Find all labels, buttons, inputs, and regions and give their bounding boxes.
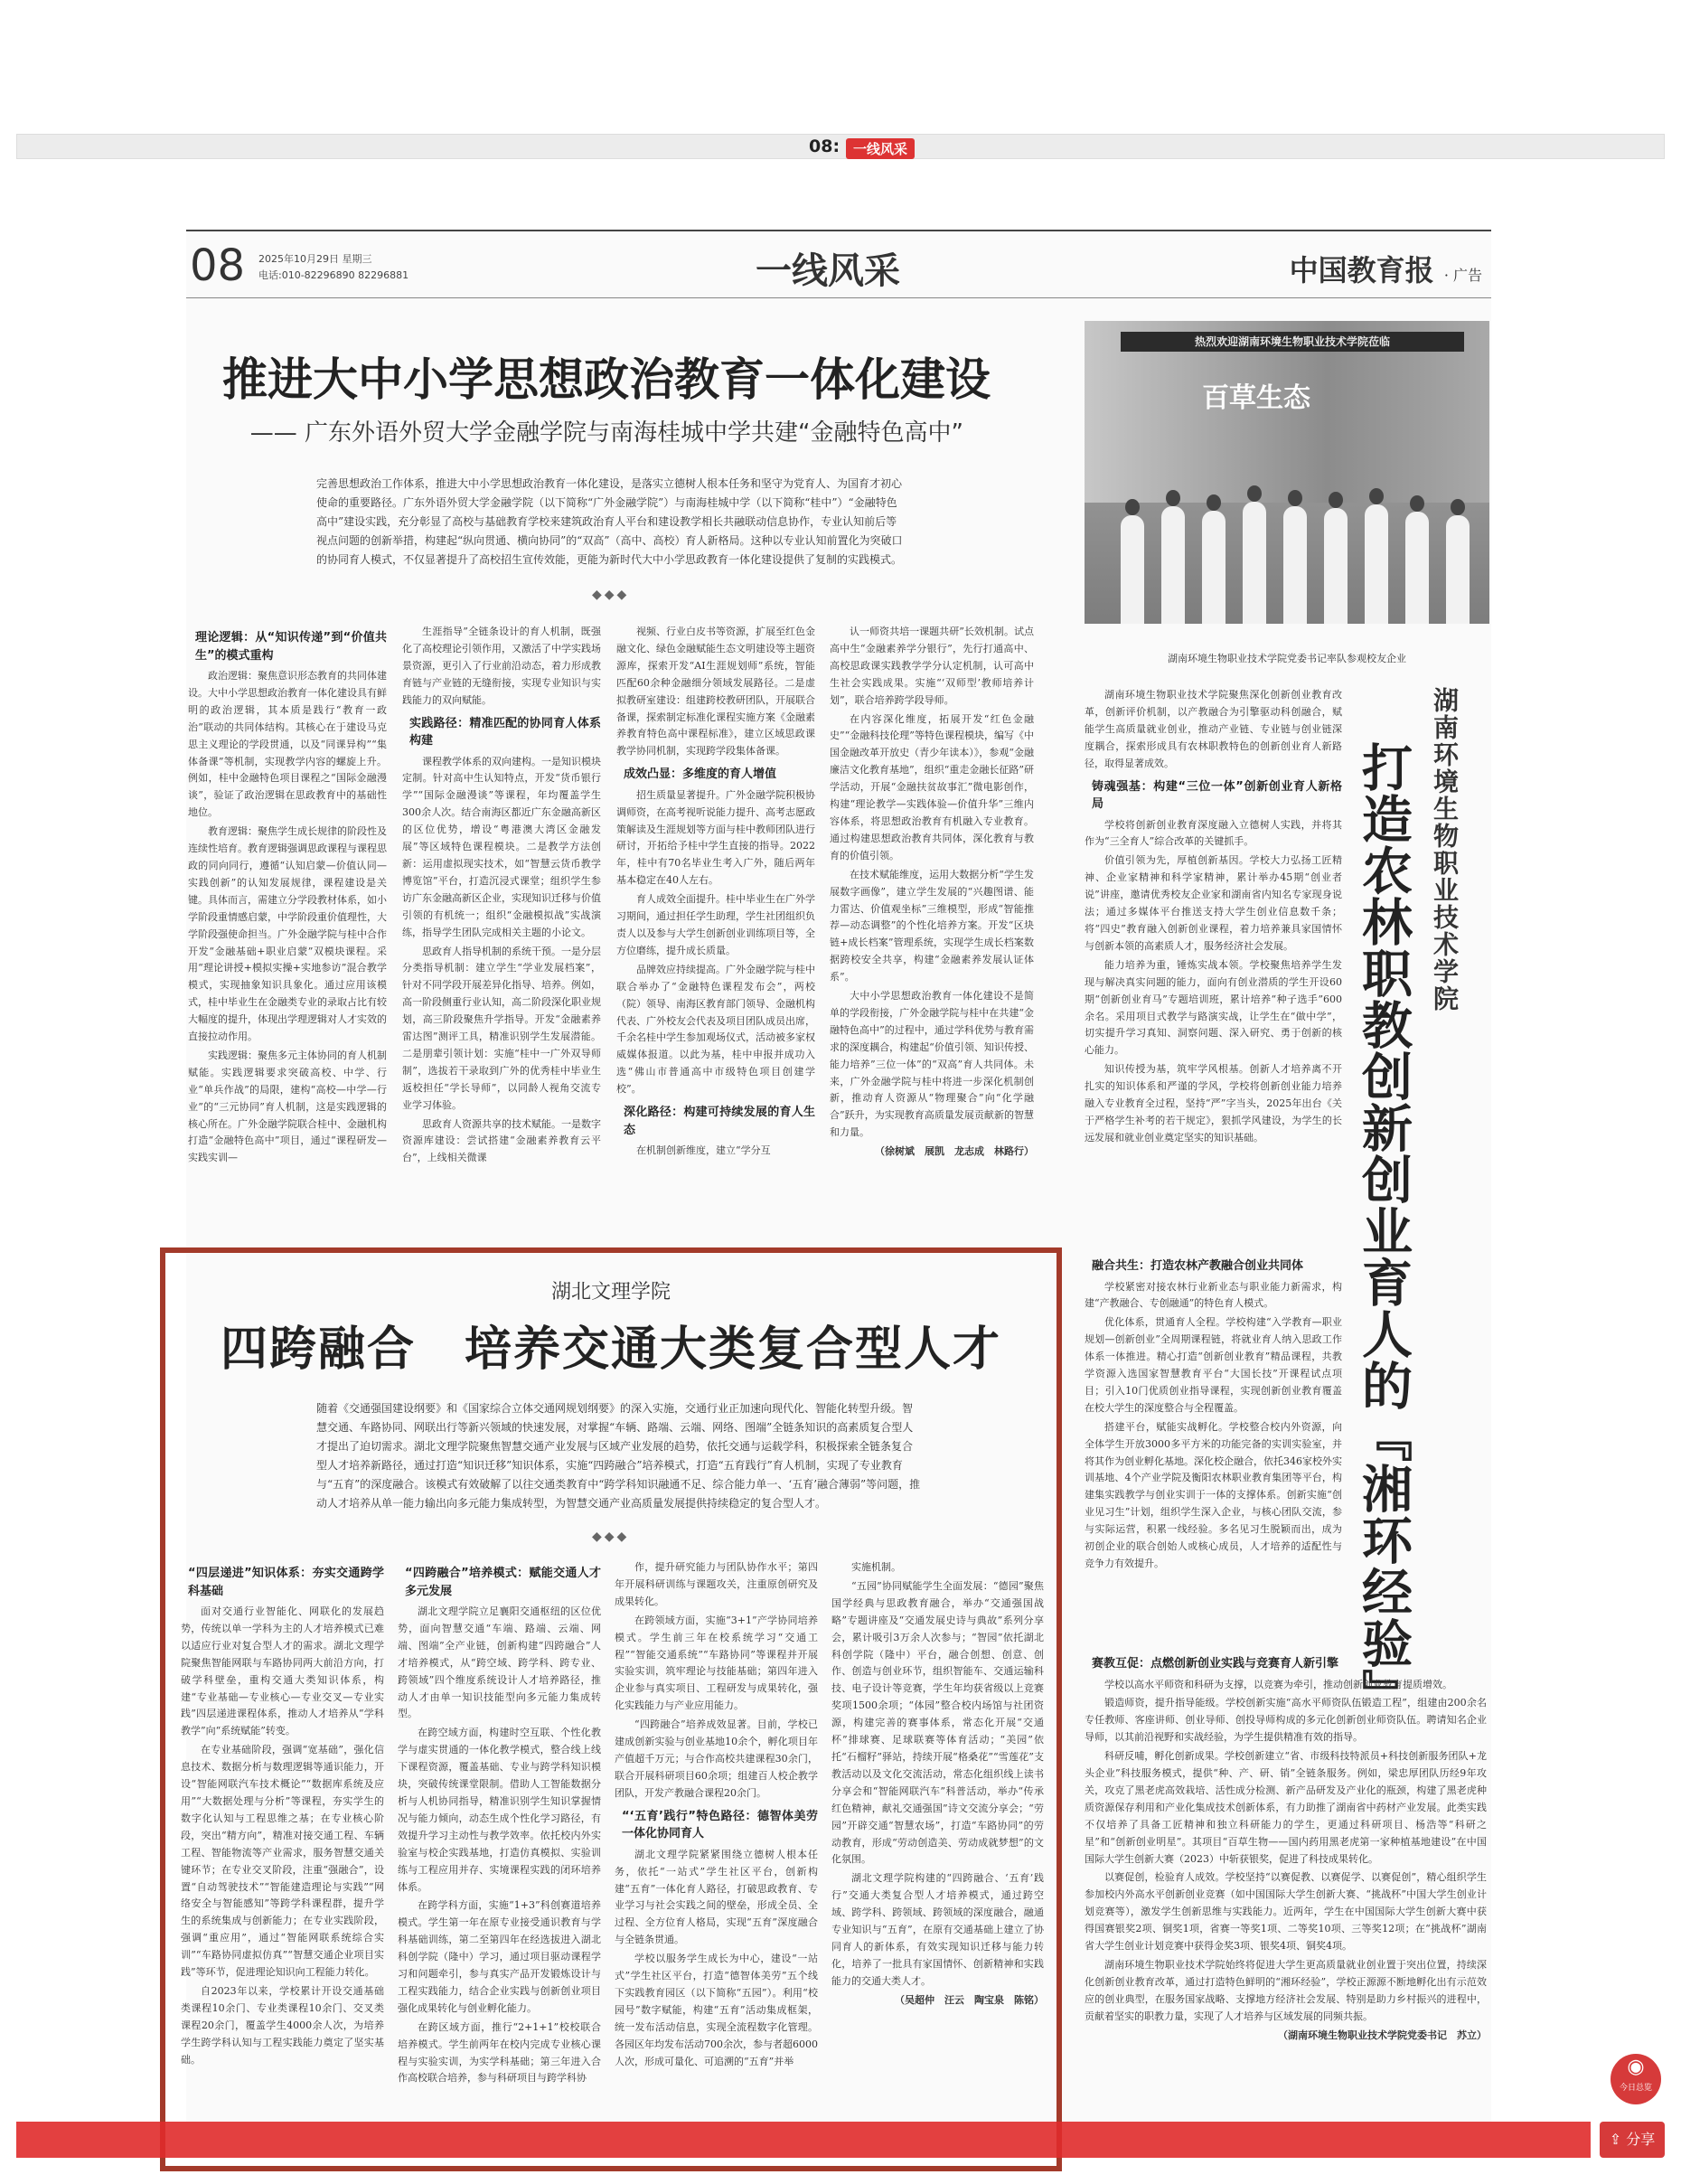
paragraph: “四跨融合”培养成效显著。目前，学校已建成创新实验与创业基地10余个，孵化项目年产值超千万元；与合作高校共建课程30余门，联合开展科研项目60余项；组建百人校企教学团队，开发产教融合课程20余门。 [615,1718,818,1799]
paragraph: 在跨区域方面，推行“2+1+1”校校联合培养模式。学生前两年在校内完成专业核心课程与实验实训，为实学科基础；第三年进入合作高校联合培养，参与科研项目与跨学科协 [398,2020,601,2085]
paragraph: 以赛促创，检验育人成效。学校坚持“以赛促教、以赛促学、以赛促创”，精心组织学生参加校内外高水平创新创业竞赛（如中国国际大学生创新大赛、“挑战杯”中国大学生创业计划竞赛等），激发学生创新思维与实践能力。近两年，学生在中国国际大学生创新大赛中获得国赛银奖2项、铜奖1项，省赛一等奖1项、二等奖10项、三等奖12项；在“挑战杯”湖南省大学生创业计划竞赛中获得金奖3项、银奖4项、铜奖4项。 [1085,1871,1487,1953]
article1-intro: 完善思想政治工作体系，推进大中小学思想政治教育一体化建设，是落实立德树人根本任务和坚守为党育人、为国育才初心使命的重要路径。广东外语外贸大学金融学院（以下简称“广外金融学院”）与南海桂城中学（以下简称“桂中”）“金融特色高中”建设实践，充分彰显了高校与基础教育学校来建筑政治育人平台和建设教学相长共融联动信息协作，专业认知前后等视点问题的创新举措，构建起“纵向贯通、横向协同”的“双高”（高中、高校）育人新格局。这种以专业认知前置化为突破口的协同育人模式，不仅显著提升了高校招生宣传效能，更能为新时代大中小学思政教育一体化建设提供了复制的实践模式。 [316,477,903,566]
paragraph: 学校将创新创业教育深度融入立德树人实践，并将其作为“三全育人”综合改革的关键抓手。 [1085,818,1342,848]
article2-kicker: 湖北文理学院 [550,1281,671,1304]
paragraph: 在机制创新维度，建立“学分互 [636,1144,771,1157]
article2-col2 [398,1559,601,2151]
paragraph: 实践逻辑：聚焦多元主体协同的育人机制赋能。实践逻辑要求突破高校、中学、行业“单兵作战”的局限，建构“高校—中学—行业”的“三元协同”育人机制，这是实践逻辑的核心所在。广外金融学院联合桂中、金融机构打造“金融特色高中”项目，通过“课程研发—实践实训— [188,1049,387,1164]
paragraph: 育人成效全面提升。桂中毕业生在广外学习期间，通过担任学生助理，学生社团组织负责人以及参与大学生创新创业训练项目等，全方位磨练，提升成长质量。 [616,893,815,956]
paragraph: 在技术赋能维度，运用大数据分析“学生发展数字画像”，建立学生发展的“兴趣图谱、能力雷达、价值观坐标”三维模型，形成“智能推荐—动态调整”的个性化培养方案。开发“区块链+成长档案”管理系统，实现学生成长档案数据跨校安全共享，构建“金融素养发展认证体系”。 [830,868,1034,984]
paragraph: 知识传授为基，筑牢学风根基。创新人才培养离不开扎实的知识体系和严谨的学风，学校将创新创业能力培养融入专业教育全过程，坚持“严”字当头，2025年出台《关于严格学生补考的若干规定》，狠抓学风建设，为学生的长远发展和就业创业奠定坚实的知识基础。 [1085,1063,1342,1144]
newspaper-brand [1290,248,1482,289]
group-photo [1085,321,1489,624]
paragraph: 科研反哺，孵化创新成果。学校创新建立“省、市级科技特派员+科技创新服务团队+龙头企业”科技服务模式，提供“种、产、研、销”全链条服务。例如，梁忠厚团队历经9年攻关，攻克了黑老虎高效栽培、活性成分检测、新产品研发及产业化的瓶颈，构建了黑老虎种质资源保存利用和产业化集成技术创新体系，有力助推了湖南省中药材产业发展。此类实践不仅培养了具备工匠精神和独立科研能力的学生，更通过科研项目、杨浩等“科研之星”和“创新创业明星”。其项目“百草生物——国内药用黑老虎第一家种植基地建设”在中国国际大学生创新大赛（2023）中斩获银奖，促进了科技成果转化。 [1085,1750,1487,1865]
section-heading: “‘五育’践行”特色路径：德智体美劳一体化协同育人 [622,1809,818,1841]
article1-col4 [830,624,1034,1225]
section-heading: 理论逻辑：从“知识传递”到“价值共生”的模式重构 [195,631,387,663]
paragraph: 教育逻辑：聚焦学生成长规律的阶段性及连续性培育。教育逻辑强调思政课程与课程思政的同向同行，遵循“认知启蒙—价值认同—实践创新”的认知发展规律，课程建设是关键。具体而言，需建立分学段教材体系，如小学阶段重情感启蒙，中学阶段重价值理性，大学阶段强使命担当。广外金融学院与桂中合作开发“金融基础+职业启蒙”双模块课程。采用“理论讲授+模拟实操+实地参访”混合教学模式，实现抽象知识具象化。通过应用该模式，桂中毕业生在金融类专业的录取占比有较大幅度的提升，体现出学理逻辑对人才实效的直接拉动作用。 [188,825,387,1043]
article1-col1 [188,624,387,1225]
paragraph: 思政育人指导机制的系统干预。一是分层分类指导机制：建立学生“学业发展档案”，针对不同学段开展差异化指导、培养。例如，高一阶段侧重行业认知，高二阶段深化职业规划，高三阶段聚焦升学指导。开发“金融素养雷达图”测评工具，精准识别学生发展潜能。二是朋辈引领计划：实施“桂中一广外双导师制”，选拔若干录取到广外的优秀桂中毕业生返校担任“学长导师”，以同龄人视角交流专业学习体验。 [402,945,601,1111]
paragraph: 能力培养为重，锤炼实战本领。学校聚焦培养学生发现与解决真实问题的能力，面向有创业潜质的学生开设60期“创新创业育马”专题培训班，累计培养“种子选手”600余名。采用项目式教学与路演实战，让学生在“做中学”，切实提升学习真知、洞察问题、深入研究、勇于创新的核心能力。 [1085,958,1342,1057]
article1-col2 [402,624,601,1225]
article2-intro: 随着《交通强国建设纲要》和《国家综合立体交通网规划纲要》的深入实施，交通行业正加速向现代化、智能化转型升级。智慧交通、车路协同、网联出行等新兴领域的快速发展，对掌握“车辆、路端、云端、网络、图端”全链条知识的高素质复合型人才提出了迫切需求。湖北文理学院聚焦智慧交通产业发展与区域产业发展的趋势，依托交通与运载学科，积极探索全链条复合型人才培养新路径，通过打造“知识迁移”知识体系，实施“四跨融合”培养模式，打造“五育践行”育人机制，实现了专业教育与“五育”的深度融合。该模式有效破解了以往交通类教育中“跨学科知识融通不足、综合能力单一、‘五育’融合薄弱”等问题，推动人才培养从单一能力输出向多元能力集成转型，为智慧交通产业高质量发展提供持续稳定的复合型人才。 [316,1402,921,1510]
paragraph: 生涯指导”全链条设计的育人机制，既强化了高校理论引领作用，又激活了中学实践场景资源，更引入了行业前沿动态，着力形成教育链与产业链的无缝衔接，实现专业知识与实践能力的双向赋能。 [402,626,601,706]
paragraph: “五园”协同赋能学生全面发展：“德园”聚焦国学经典与思政教育融合，举办“交通强国战略”专题讲座及“交通发展史诗与典故”系列分享会，累计吸引3万余人次参与；“智园”依托湖北科创学院（隆中）平台，融合创想、创意、创作、创造与创业环节，组织智能车、交通运输科技、电子设计等竞赛，学生年均获省级以上竞赛奖项1500余项；“体园”整合校内场馆与社团资源，构建完善的赛事体系，常态化开展“交通杯”排球赛、足球联赛等体育活动；“美园”依托“石榴籽”驿站，持续开展“格桑花”“雪莲花”支教活动以及文化交流活动，常态化组织线上读书分享会和“智能网联汽车”科普活动，举办“传承红色精神，献礼交通强国”诗文交流分享会；“劳园”开辟交通“智慧农场”，打造“车路协同”的劳动教育，形成“劳动创造美、劳动成就梦想”的文化氛围。 [831,1579,1044,1866]
paragraph: 招生质量显著提升。广外金融学院积极协调师资，在高考视听说能力提升、高考志愿政策解读及生涯规划等方面与桂中教师团队进行研讨，开拓给予桂中学生直接的指导。2022年，桂中有70名毕业生考入广外，随后两年基本稳定在40人左右。 [616,788,815,887]
byline: （吴超仲 汪云 陶宝泉 陈铭） [895,1993,1044,2006]
paragraph: 政治逻辑：聚焦意识形态教育的共同体建设。大中小学思想政治教育一体化建设具有鲜明的政治逻辑，其本质是践行“教育一政治”联动的共同体结构。其核心在于建设马克思主义理论的学段贯通，以及“同课异构”“集体备课”等机制，实现教学内容的螺旋上升。例如，桂中金融特色项目课程之“国际金融漫谈”，验证了政治逻辑在思政教育中的基础性地位。 [188,670,387,819]
header-section: 一线风采 [756,249,900,292]
section-heading: “四跨融合”培养模式：赋能交通人才多元发展 [405,1567,601,1598]
paragraph: 锻造师资，提升指导能级。学校创新实施“高水平师资队伍锻造工程”，组建由200余名专任教师、客座讲师、创业导师、创投导师构成的多元化创新创业师资队伍。聘请知名企业导师，以其前沿视野和实战经验，为学生提供精准有效的指导。 [1085,1697,1487,1744]
brand-suffix: · 广告 [1443,267,1482,284]
section-heading: 实践路径：精准匹配的协同育人体系构建 [409,716,601,748]
paragraph: 在跨学科方面，实施“1+3”科创赛道培养模式。学生第一年在原专业接受通识教育与学科基础训练，第二至第四年在经选拔进入湖北科创学院（隆中）学习，通过项目驱动课程学习和问题牵引，参与真实产品开发锻炼设计与工程实践能力，结合企业实践与创新创业项目强化成果转化与创业孵化能力。 [398,1899,601,2014]
article3-col2 [1085,1252,1342,1641]
paragraph: 湖南环境生物职业技术学院始终将促进大学生更高质量就业创业置于突出位置，持续深化创新创业教育改革，通过打造特色鲜明的“湘环经验”，学校正源源不断地孵化出有示范效应的创业典型，在服务国家战略、支撑地方经济社会发展、特别是助力乡村振兴的进程中，贡献着坚实的职教力量，实现了人才培养与区域发展的同频共振。 [1085,1959,1487,2022]
section-heading: 融合共生：打造农林产教融合创业共同体 [1092,1259,1304,1273]
eye-icon: ◉ [1627,2056,1645,2078]
paragraph: 实施机制。 [851,1561,901,1573]
article2-col4 [831,1559,1044,2151]
paragraph: 大中小学思想政治教育一体化建设不是简单的学段衔接，广外金融学院与桂中在共建“金融特色高中”的过程中，通过学科优势与教育需求的深度耦合，构建起“价值引领、知识传授、能力培养”三位一体”的“双高”育人共同体。未来，广外金融学院与桂中将进一步深化机制创新，推动育人资源从“物理聚合”向“化学融合”跃升，为实现教育高质量发展贡献新的智慧和力量。 [830,990,1034,1139]
paragraph: 视频、行业白皮书等资源，扩展至红色金融文化、绿色金融赋能生态文明建设等主题资源库，探索开发“AI生涯规划师”系统，智能匹配60余种金融细分领域发展路径。二是虚拟教研室建设：组建跨校教研团队，开展联合备课，探索制定标准化课程实施方案《金融素养教育特色高中课程标准》，建立区域思政课教学协同机制，实现跨学段集体备课。 [616,626,815,758]
section-heading: 深化路径：构建可持续发展的育人生态 [624,1106,815,1137]
article2-title: 四跨融合 培养交通大类复合型人才 [220,1323,1001,1377]
paragraph: 湖北文理学院立足襄阳交通枢纽的区位优势，面向智慧交通“车端、路端、云端、网端、图端”全产业链，创新构建“四跨融合”人才培养模式，从“跨空域、跨学科、跨专业、跨领域”四个维度系统设计人才培养路径，推动人才由单一知识技能型向多元能力集成转型。 [398,1605,601,1720]
ornament: ◆◆◆ [592,588,630,602]
article3-school: 湖南环境生物职业技术学院 [1430,687,1460,1012]
paragraph: 学校以服务学生成长为中心，建设“一站式”学生社区平台，打造“德智体美劳”五个线下实践教育园区（以下简称“五园”）。利用“校园号”数字赋能，构建“五育”活动集成框架，统一发布活动信息，实现全流程数字化管理。各园区年均发布活动700余次，参与者超6000人次，形成可量化、可追溯的“五育”并举 [615,1953,818,2067]
photo-banner: 热烈欢迎湖南环境生物职业技术学院莅临 [1121,332,1464,352]
paragraph: 课程教学体系的双向建构。一是知识模块定制。针对高中生认知特点，开发“货币银行学”“国际金融漫谈”等课程，年均覆盖学生300余人次。结合南海区都近广东金融高新区的区位优势，增设“粤港澳大湾区金融发展”等区域特色课程模块。二是教学方法创新：运用虚拟现实技术，如“智慧云货币教学博览馆”平台，打造沉浸式课堂；组织学生参访广东金融高新区企业，实现知识迁移与价值引领的有机统一；组织“金融模拟战”实战演练，指导学生团队完成相关主题的小论文。 [402,755,601,938]
paragraph: 在跨领域方面，实施“3+1”产学协同培养模式。学生前三年在校系统学习“交通工程”“智能交通系统”“车路协同”等课程并开展实验实训，筑牢理论与技能基础；第四年进入企业参与真实项目、工程研发与成果转化，强化实践能力与产业应用能力。 [615,1614,818,1712]
article1-title: 推进大中小学思想政治教育一体化建设 [222,353,991,406]
photo-logo: 百草生态 [1202,382,1310,414]
page-number: 08: [809,136,840,156]
article3-col1 [1085,687,1342,1247]
paragraph: 搭建平台，赋能实战孵化。学校整合校内外资源，向全体学生开放3000多平方米的功能完备的实训实验室，并将其作为创业孵化基地。深化校企融合，依托346家校外实训基地、4个产业学院及衡阳农林职业教育集团等平台，构建集实践教学与创业实训于一体的支撑体系。创新实施“创业见习生”计划，组织学生深入企业，与核心团队交流，参与实际运营，积累一线经验。多名见习生脱颖而出，成为初创企业的联合创始人或核心成员，人才培养的适配性与竞争力有效提升。 [1085,1420,1342,1569]
paragraph: 学校紧密对接农林行业新业态与职业能力新需求，构建“产教融合、专创融通”的特色育人模式。 [1085,1280,1342,1310]
paragraph: 湖北文理学院紧紧围绕立德树人根本任务，依托“一站式”学生社区平台，创新构建“五育”一体化育人路径，打破思政教育、专业学习与社会实践之间的壁垒，形成全员、全过程、全方位育人格局，实现“五育”深度融合与全链条贯通。 [615,1848,818,1946]
share-label: 分享 [1626,2131,1656,2148]
paragraph: 在内容深化维度，拓展开发“红色金融史”“金融科技伦理”等特色课程模块，编写《中国金融改革开放史（青少年读本）》，参观“金融廉洁文化教育基地”，组织“重走金融长征路”研学活动，开展“金融扶贫故事汇”微电影创作，构建“理论教学—实践体验—价值升华”三维内容体系，将思想政治教育有机融入专业教育。通过构建思想政治教育共同体，深化教育与教育的价值引领。 [830,712,1034,861]
overview-label: 今日总览 [1619,2084,1652,2093]
share-button[interactable] [1600,2122,1665,2158]
overview-button[interactable] [1611,2054,1661,2104]
paragraph: 湖南环境生物职业技术学院聚焦深化创新创业教育改革，创新评价机制，以产教融合为引擎驱动科创融合，赋能学生高质量就业创业，推动产业链、专业链与创业链深度耦合，探索形成具有农林职教特色的创新创业育人新路径，取得显著成效。 [1085,689,1342,769]
paragraph: 作，提升研究能力与团队协作水平；第四年开展科研训练与课题攻关，注重原创研究及成果转化。 [615,1561,818,1607]
paragraph: 思政育人资源共享的技术赋能。一是数字资源库建设：尝试搭建“金融素养教育云平台”，上线相关微课 [402,1117,601,1164]
header-page-number: 08 [190,240,246,291]
page-header [186,230,1491,298]
paragraph: 价值引领为先，厚植创新基因。学校大力弘扬工匠精神、企业家精神和科学家精神，累计举办45期“创业者说”讲座，邀请优秀校友企业家和湖南省内知名专家现身说法；通过多媒体平台推送支持大学生创业信息数千条；将“四史”教育融入创新创业课程，着力培养兼具家国情怀与创新本领的高素质人才，服务经济社会发展。 [1085,854,1342,952]
byline: （湖南环境生物职业技术学院党委书记 苏立） [1278,2029,1487,2041]
section-heading: “四层递进”知识体系：夯实交通跨学科基础 [188,1567,384,1598]
paragraph: 面对交通行业智能化、网联化的发展趋势，传统以单一学科为主的人才培养模式已难以适应行业对复合型人才的需求。湖北文理学院聚焦智能网联与车路协同两大前沿方向，打破学科壁垒，重构交通大类知识体系，构建“专业基础—专业核心—专业交叉—专业实践”四层递进课程体系，推动人才培养从“学科教学”向“系统赋能”转变。 [181,1605,384,1737]
header-date: 2025年10月29日 星期三 [258,253,372,265]
section-heading: 铸魂强基：构建“三位一体”创新创业育人新格局 [1092,779,1342,812]
paragraph: 品牌效应持续提高。广外金融学院与桂中联合举办了“金融特色课程发布会”，两校（院）领导、南海区教育部门领导、金融机构代表、广外校友会代表及项目团队成员出席，千余名桂中学生参加观场仪式，活动被多家权威媒体报道。以此为基，桂中申报并成功入选“佛山市普通高中市级特色项目创建学校”。 [616,963,815,1096]
article2-col1 [181,1559,384,2151]
section-heading: 成效凸显：多维度的育人增值 [624,767,777,782]
byline: （徐树斌 展凯 龙志成 林路行） [875,1145,1034,1158]
paragraph: 学校以高水平师资和科研为支撑，以竞赛为牵引，推动创新创业教育提质增效。 [1104,1678,1452,1690]
section-heading: 赛教互促：点燃创新创业实践与竞赛育人新引擎 [1092,1657,1339,1671]
paragraph: 认一师资共培一课题共研”长效机制。试点高中生“金融素养学分银行”，先行打通高中、高校思政课实践教学学分认定机制，认可高中生社会实践成果。实施“‘双师型’教师培养计划”，联合培养跨学段导师。 [830,626,1034,706]
share-icon: ⇪ [1609,2131,1622,2148]
paragraph: 在专业基础阶段，强调“宽基础”，强化信息技术、数据分析与数理逻辑等通识能力，开设“智能网联汽车技术概论”“数据库系统及应用”“大数据处理与分析”等课程，夯实学生的数字化认知与工程思维之基；在专业核心阶段，突出“精方向”，精准对接交通工程、车辆工程、智能物流等产业需求，服务智慧交通关键环节；在专业交叉阶段，注重“强融合”，设置“自动驾驶技术”“智能建造理论与实践”“网络安全与智能感知”等跨学科课程群，提升学生的系统集成与创新能力；在专业实践阶段，强调“重应用”，通过“智能网联系统综合实训”“车路协同虚拟仿真”“智慧交通企业项目实践”等环节，促进理论知识向工程能力转化。 [181,1744,384,1979]
article2-col3 [615,1559,818,2151]
article3-title: 打造农林职教创新创业育人的『湘环经验』 [1354,741,1413,1720]
page-nav-bar [16,134,1665,159]
paragraph: 优化体系，贯通育人全程。学校构建“入学教育—职业规划—创新创业”全周期课程链，将就业育人纳入思政工作体系一体推进。精心打造“创新创业教育”精品课程，共教学资源入选国家智慧教育平台“大国长技”开课程试点项目；引入10门优质创业指导课程，实现创新创业教育覆盖在校大学生的深度整合与全程覆盖。 [1085,1316,1342,1414]
photo-caption: 湖南环境生物职业技术学院党委书记率队参观校友企业 [1168,653,1406,664]
header-phone: 电话:010-82296890 82296881 [258,269,409,281]
ornament: ◆◆◆ [592,1530,630,1544]
paragraph: 在跨空域方面，构建时空互联、个性化教学与虚实贯通的一体化教学模式，整合线上线下课程资源，覆盖基础、专业与跨学科知识模块，突破传统课堂限制。借助人工智能数据分析与人机协同指导，精准识别学生知识掌握情况与能力倾向，动态生成个性化学习路径，有效提升学习主动性与教学效率。依托校内外实验室与校企实践基地，打造仿真模拟、实验训练与工程应用并存、实境课程实践的闭环培养体系。 [398,1727,601,1893]
paragraph: 自2023年以来，学校累计开设交通基础类课程10余门、专业类课程10余门、交叉类课程20余门，覆盖学生4000余人次，为培养学生跨学科认知与工程实践能力奠定了坚实基础。 [181,1984,384,2066]
brand-name: 中国教育报 [1289,253,1434,287]
article1-col3 [616,624,815,1225]
article3-col3 [1085,1650,1487,2142]
section-tag[interactable]: 一线风采 [846,138,915,159]
bottom-share-bar [16,2122,1591,2158]
article1-subtitle: —— 广东外语外贸大学金融学院与南海桂城中学共建“金融特色高中” [249,419,963,447]
paragraph: 湖北文理学院构建的“四跨融合、‘五育’践行”交通大类复合型人才培养模式，通过跨空域、跨学科、跨领域、跨领域的深度融合，融通专业知识与“五育”，在原有交通基础上建立了协同育人的新体系，有效实现知识迁移与能力转化，培养了一批具有家国情怀、创新精神和实践能力的交通大类人才。 [831,1872,1044,1987]
